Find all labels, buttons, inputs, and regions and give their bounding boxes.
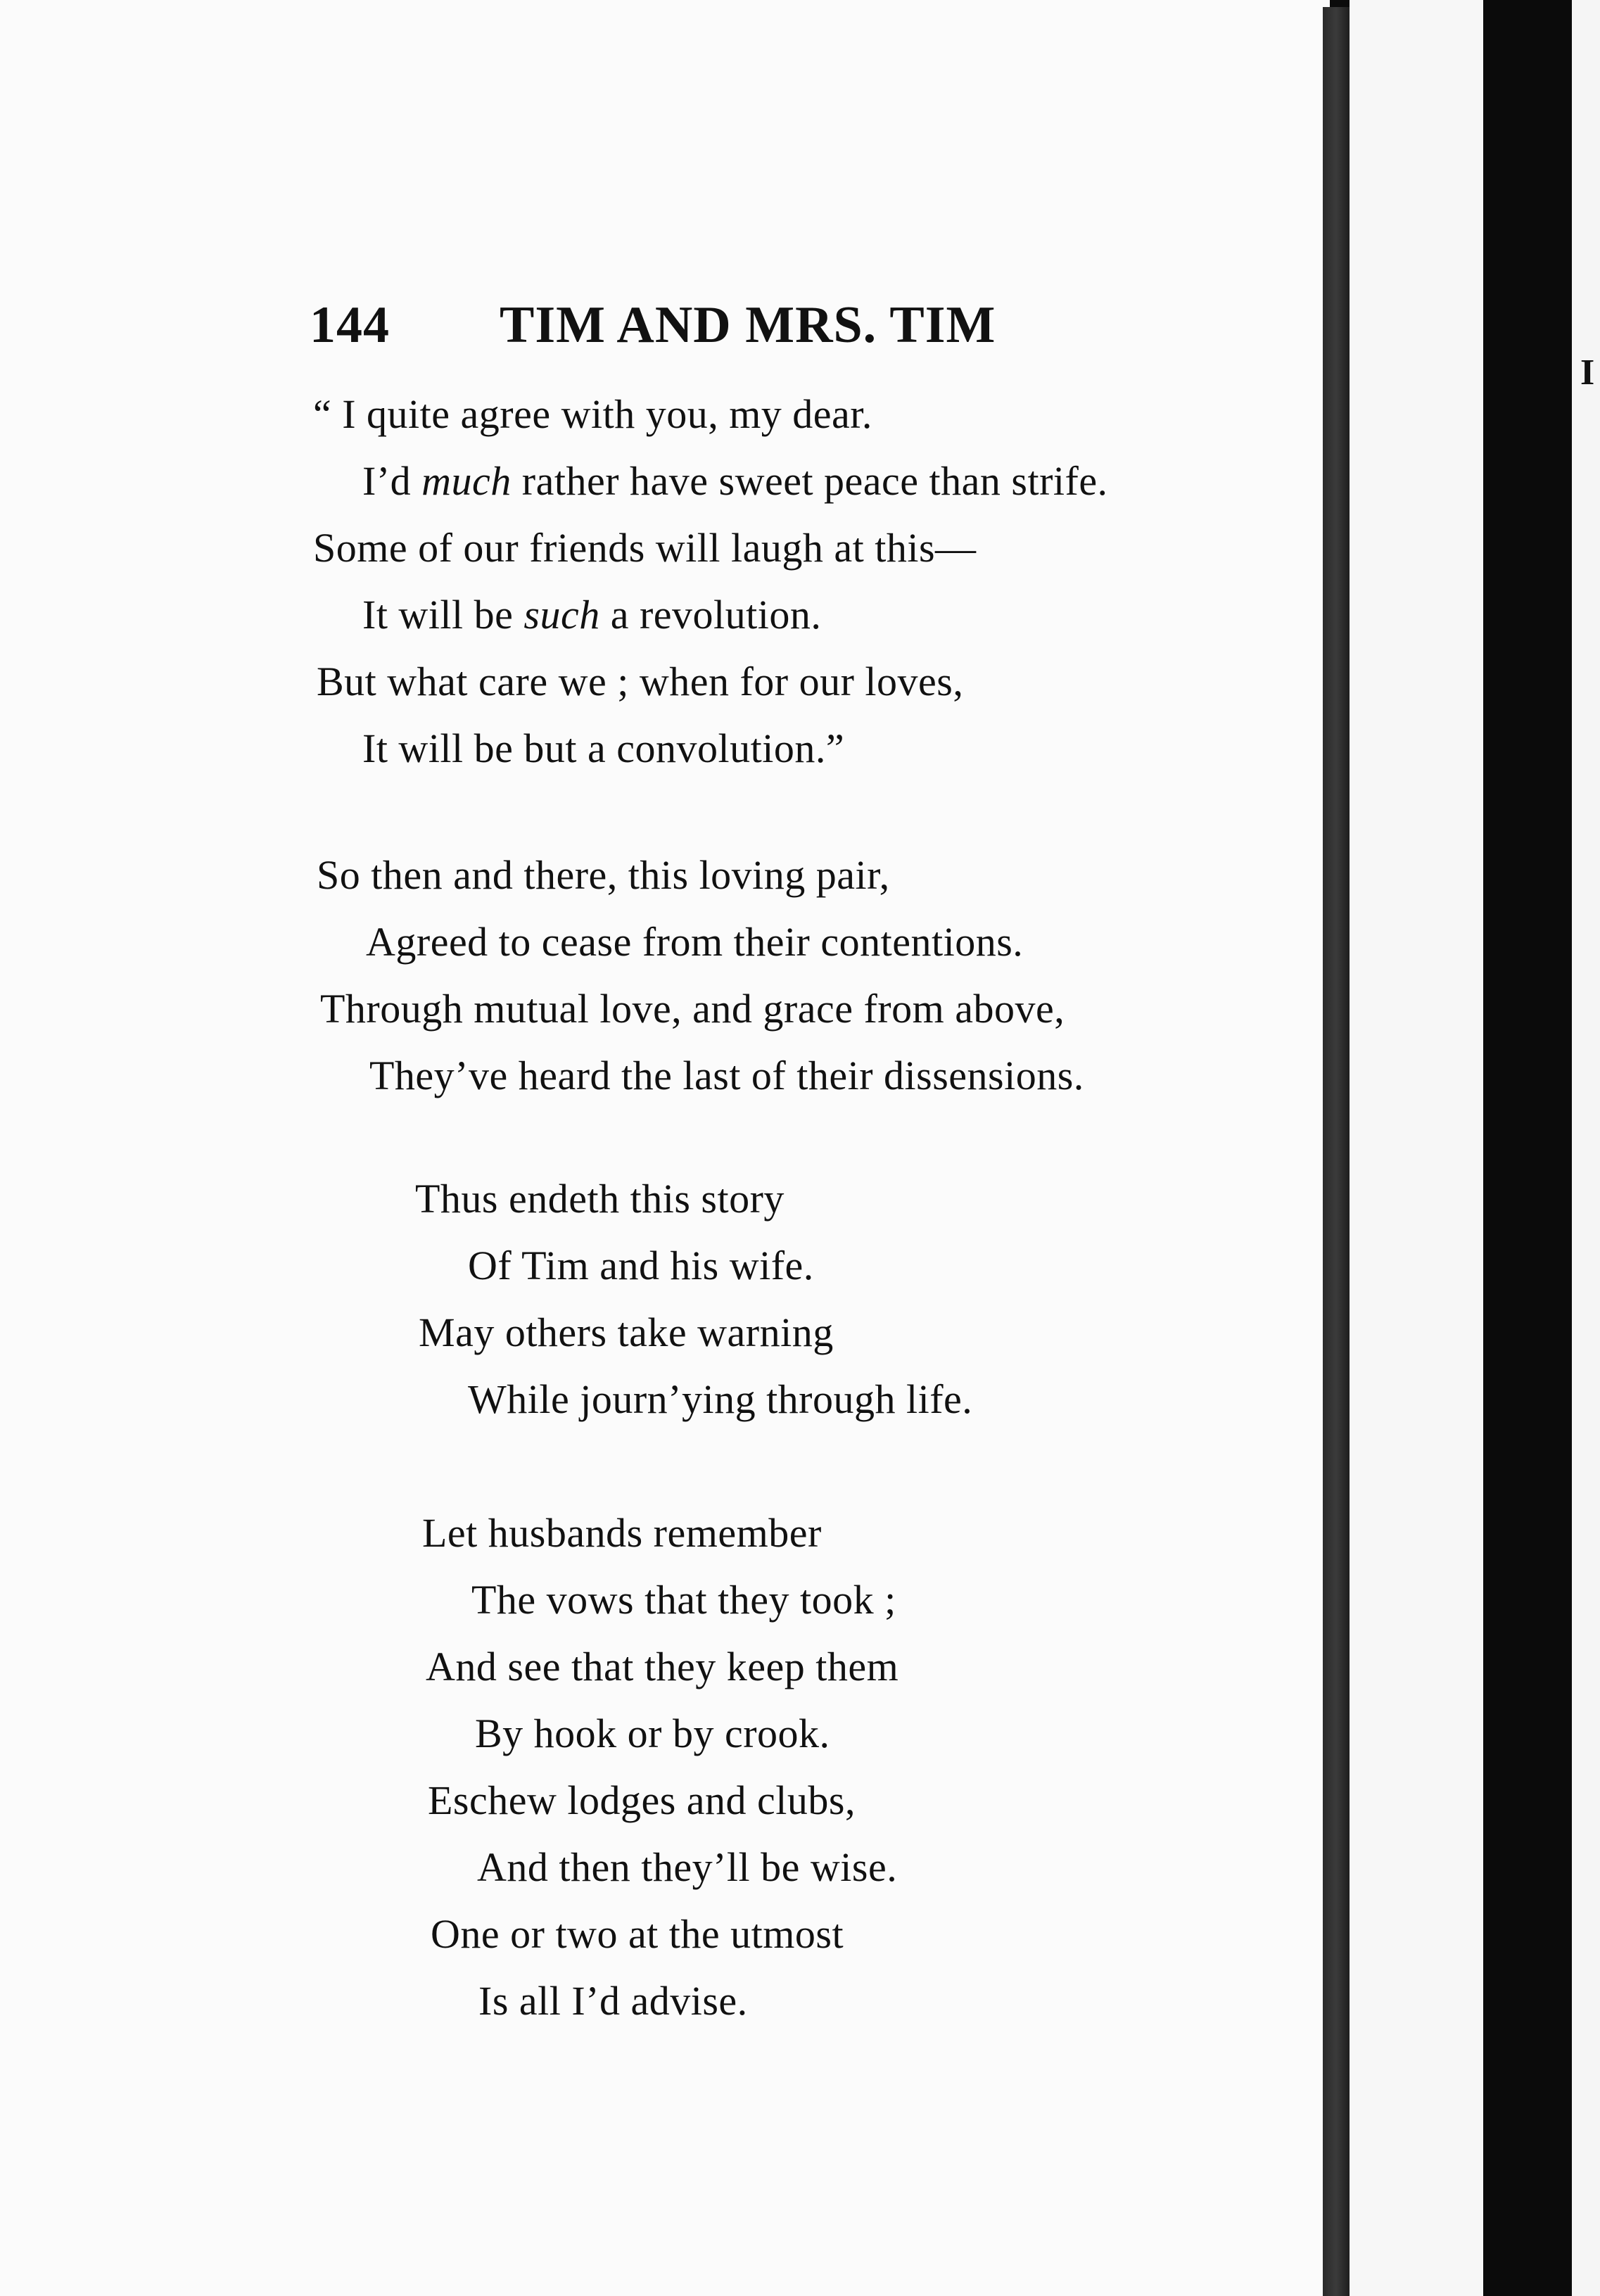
facing-page-glyph: I [1580,353,1595,393]
verse-line: “ I quite agree with you, my dear. [313,391,872,437]
verse-line: By hook or by crook. [475,1711,830,1756]
verse-line: It will be but a convolution.” [362,725,845,771]
verse-line: They’ve heard the last of their dissensions. [369,1053,1084,1098]
book-spine [1323,7,1350,2296]
verse-line: It will be such a revolution. [362,592,822,638]
verse-line: So then and there, this loving pair, [317,852,890,898]
verse-line: Through mutual love, and grace from above, [320,986,1065,1032]
verse-line: And see that they keep them [426,1644,899,1689]
emphasis: such [523,592,600,638]
verse-line: Thus endeth this story [415,1176,785,1222]
facing-page-strip [1572,0,1600,2296]
verse-line: I’d much rather have sweet peace than strife. [362,458,1108,504]
verse-line: Is all I’d advise. [478,1978,748,2024]
verse-line: Some of our friends will laugh at this— [313,525,977,571]
verse-line: The vows that they took ; [471,1577,896,1623]
verse-line: Let husbands remember [422,1510,822,1556]
verse-line: Eschew lodges and clubs, [428,1777,856,1823]
verse-line: Agreed to cease from their contentions. [366,919,1024,965]
emphasis: much [421,458,512,504]
verse-line: While journ’ying through life. [468,1376,973,1422]
next-page-edge [1350,0,1483,2296]
running-title: TIM AND MRS. TIM [500,296,996,354]
verse-line: And then they’ll be wise. [477,1844,898,1890]
verse-line: But what care we ; when for our loves, [317,659,964,704]
verse-line: May others take warning [419,1309,834,1355]
page-header [310,296,1154,359]
page-number: 144 [310,296,390,354]
verse-line: One or two at the utmost [431,1911,844,1957]
verse-line: Of Tim and his wife. [468,1243,814,1288]
